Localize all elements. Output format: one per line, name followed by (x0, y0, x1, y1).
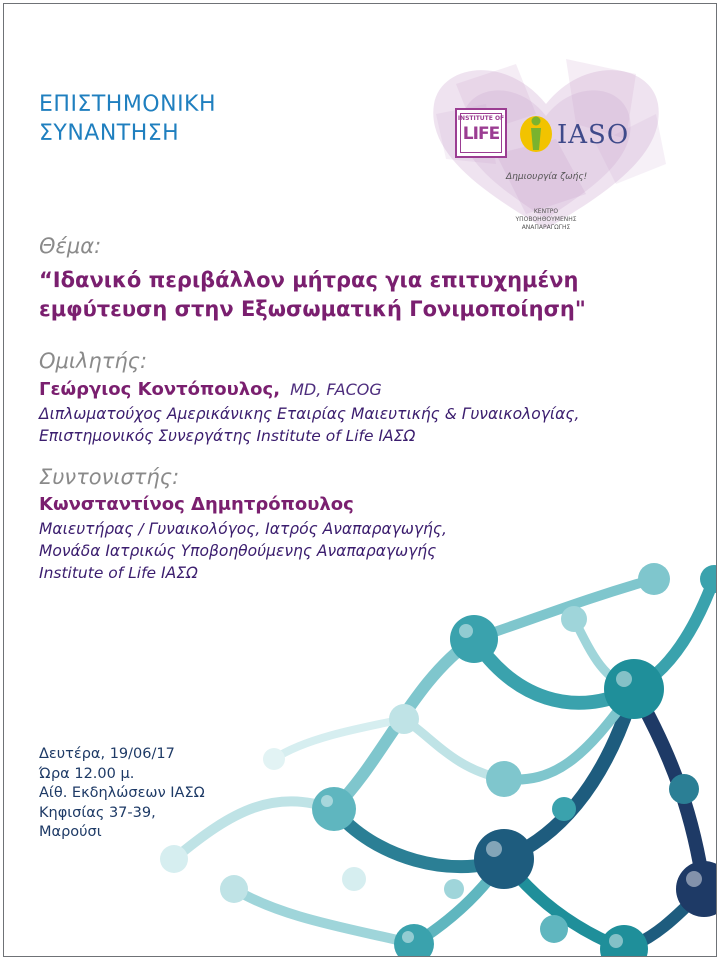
moderator-desc-line-1: Μαιευτήρας / Γυναικολόγος, Ιατρός Αναπαραγωγής, (39, 520, 447, 538)
event-date: Δευτέρα, 19/06/17 (39, 746, 175, 762)
topic-label: Θέμα: (39, 234, 102, 258)
logo-tagline: Δημιουργία ζωής! (506, 172, 588, 182)
logo-subtitle-line-2: ΥΠΟΒΟΗΘΟΥΜΕΝΗΣ (515, 216, 577, 223)
event-area: Μαρούσι (39, 824, 102, 840)
logo-subtitle-line-3: ΑΝΑΠΑΡΑΓΩΓΗΣ (521, 224, 571, 231)
page-title (39, 90, 216, 148)
event-street: Κηφισίας 37-39, (39, 804, 156, 821)
poster (3, 3, 717, 957)
moderator-desc-line-3: Institute of Life ΙΑΣΩ (39, 564, 198, 582)
iaso-logo-name: IASO (557, 120, 630, 150)
speaker-desc-line-1: Διπλωματούχος Αμερικάνικης Εταιρίας Μαιευτικής & Γυναικολογίας, (39, 405, 580, 423)
institute-logo-line-2: LIFE (462, 124, 500, 144)
topic-line-1: “Ιδανικό περιβάλλον μήτρας για επιτυχημένη (39, 268, 579, 292)
topic-title (39, 266, 586, 324)
speaker-desc-line-2: Επιστημονικός Συνεργάτης Institute of Life ΙΑΣΩ (39, 427, 416, 445)
speaker-name (39, 379, 382, 400)
event-info (39, 745, 205, 843)
speaker-label: Ομιλητής: (39, 349, 148, 373)
event-hall: Αίθ. Εκδηλώσεων ΙΑΣΩ (39, 785, 205, 801)
event-time: Ώρα 12.00 μ. (39, 765, 135, 782)
topic-line-2: εμφύτευση στην Εξωσωματική Γονιμοποίηση" (39, 297, 586, 321)
speaker-credentials: MD, FACOG (290, 380, 382, 399)
molecule-network-graphic (154, 559, 717, 957)
institute-logo-line-1: INSTITUTE OF (457, 115, 505, 122)
speaker-name-text: Γεώργιος Κοντόπουλος, (39, 379, 281, 400)
institute-of-life-logo (455, 108, 507, 158)
title-line-2: ΣΥΝΑΝΤΗΣΗ (39, 121, 180, 146)
logo-subtitle (502, 208, 590, 232)
moderator-desc-line-2: Μονάδα Ιατρικώς Υποβοηθούμενης Αναπαραγωγής (39, 542, 437, 560)
speaker-description (39, 403, 579, 447)
iaso-logo-icon (517, 108, 555, 156)
moderator-label: Συντονιστής: (39, 465, 180, 489)
logo-subtitle-line-1: ΚΕΝΤΡΟ (533, 208, 559, 215)
title-line-1: ΕΠΙΣΤΗΜΟΝΙΚΗ (39, 92, 217, 117)
moderator-name: Κωνσταντίνος Δημητρόπουλος (39, 494, 354, 515)
